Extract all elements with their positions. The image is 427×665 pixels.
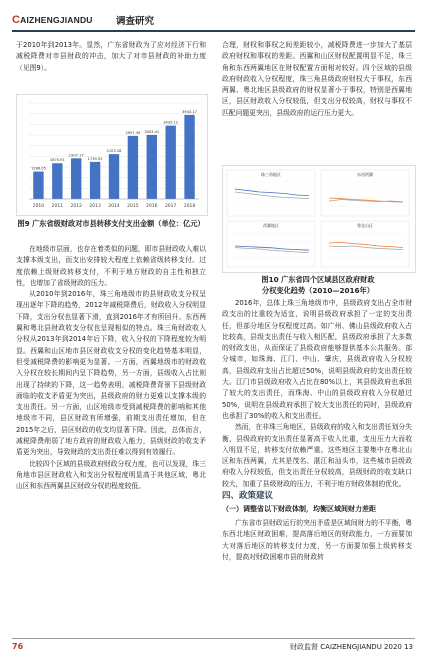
right-column-top [222,40,412,164]
bar [71,158,81,199]
subsection-heading: （一）调整省以下财政体制，均衡区域间财力差距 [222,505,376,513]
caption-line: 分权变化趋势（2010—2016年） [262,286,374,295]
line-charts [223,166,415,272]
data-label: 1286.05 [31,166,46,171]
section-heading: 四、政策建议 [222,491,274,501]
data-label: 1675.91 [49,158,65,163]
data-label: 3943.17 [182,109,197,114]
data-label: 2957.39 [125,130,141,135]
bar [109,154,119,199]
bar [147,135,157,199]
bar [90,162,100,199]
tick-label: 2011 [51,204,64,209]
paragraph: 然而，在非珠三角地区，县级政府的收入和支出责任划分失衡，县级政府的支出责任显著高于收入比重，支出压力大而收入明显不足，转移支付依赖严重。这些地区主要集中在粤北山区和东西两翼，尤其是茂名、湛江和汕头市，这些城市县级政府收入分权较低，但支出责任分权较高，县级财政的收支缺口较大，加重了县级财政的压力，不利于地方财政体制的优化。 [222,423,412,488]
data-label: 1739.92 [87,156,103,161]
panel-title: 粤北山区 [357,223,373,228]
column-name: 调查研究 [116,16,155,27]
tick-label: 2014 [108,204,120,209]
data-label: 3003.41 [144,129,160,134]
tick-label: 2017 [164,204,177,209]
page-number: 76 [12,642,24,651]
paragraph: 2016年，总体上珠三角地级市中，县级政府支出占全市财政支出的比重较为适宜，说明县级政府承担了一定的支出责任，但部分地区分权程度过高。如广州、佛山县级政府收入占比较高，县级支出责任与收入相匹配，县级政府承担了大多数的财政支出，从而保证了县级政府能够提供基本公共服务。部分城市，如珠海、江门、中山、肇庆，县级政府收入分权较高，县级政府支出占比超过50%，说明县级政府的支出责任较大。江门市县级政府收入占比在80%以上，其县级政府也承担了较大的支出责任，而珠海、中山的县级政府收入分权超过50%，说明在县级政府承担了较大支出责任的同时，县级政府也承担了30%的收入和支出责任。 [222,299,412,420]
bar [165,126,175,199]
paragraph: 在地级市层面，也存在着类似的问题，即市县财政收入难以支撑本级支出，而支出安排较大程度上依赖省级转移支付。过度依赖上级财政转移支付，不利于地方财政的自主性和独立性，也增加了省级财政的压力。 [16,245,206,287]
paragraph: 广东省市县财政运行的突出矛盾是区域间财力的不平衡，粤东西北地区财政困难，提高落后地区的财政能力，一方面要加大对落后地区的转移支付力度，另一方面要加强上级转移支付，提高对财政困难市县的财政转 [222,519,412,561]
tick-label: 2012 [70,204,82,209]
figure-9-chart [16,94,208,216]
header-rule [12,30,415,32]
tick-label: 2013 [89,204,101,209]
data-label: 1907.17 [68,153,84,158]
figure-10-charts [222,165,416,273]
footer-rule [12,638,415,639]
figure-10-caption [222,274,414,296]
panel-title: 西翼地区 [263,223,279,228]
journal-footer: 财政监督 CAIZHENGJIANDU 2020 13 [290,643,413,651]
caption-line: 图10 广东省四个区域县区政府财政 [261,275,375,284]
paragraph: 合理，财权和事权之间差距较小，减税降费进一步加大了基层政府财权和事权的差距。西翼和山区财权配置明显不足，珠三角和东西两翼地区在财权配置方面相对较好。四个区域的县级政府财政收入分权程度，珠三角县级政府财权大于事权，东西两翼、粤北地区县级政府的财权显著小于事权，特别是西翼地区，县区财政收入分权较低，但支出分权较高，财权与事权不匹配问题更突出，县级政府的运行压力更大。 [222,41,412,117]
left-column-body [16,244,206,636]
tick-label: 2015 [127,204,139,209]
paragraph: 比较四个区域的县级政府财政分权力度，也可以发现，珠三角地市县区财政收入和支出分权程度明显高于其他区域，粤北山区和东西两翼县区财政分权的程度较低。 [16,459,206,491]
tick-label: 2016 [146,204,158,209]
right-column-bottom [222,518,412,636]
panel-title: 东西两翼 [357,172,373,177]
panel-title: 珠三角地区 [261,172,281,177]
brand-initial: C [12,14,21,26]
figure-9-caption: 图9 广东省级财政对市县转移支付支出金额（单位：亿元） [17,219,205,228]
bar [128,136,138,199]
paragraph: 从2010年到2016年，珠三角地级市的县财政收支分权呈现出逐年下降的趋势，2012年减税降费后，财政收入分权明显下降，支出分权也显著下滑，直到2016年才有所回升。东西两翼和粤北县财政收支分权也呈现相似的特点。珠三角财政收入分权从2013年到2014年后下降，收入分权的下降程度较为明显。西翼和山区地市县区财政收支分权的变化趋势基本明显，但受减税降费的影响更为显著。一方面，西翼地级市的财政收入分权在较长期间内呈下降趋势，另一方面，县级收入占比则出现了持续的下降，这一趋势表明，减税降费背景下县级财政面临的收支矛盾更为突出，县级政府的财力更难以支撑本级的支出责任。另一方面，山区地级市受到减税降费的影响和其他地级市不同，县区财政有所增强，前期支出责任增加，但在2015年之后，县区财政的收支均显著下降。因此，总体而言，减税降费削弱了地方政府的财政收入能力，县级财政的收支矛盾更为突出，导致财政的支出责任难以得到有效履行。 [16,290,206,457]
right-column-body [222,298,412,488]
bar [184,115,194,199]
journal-brand [12,14,93,26]
bar-chart [17,95,207,215]
data-label: 2103.28 [106,149,122,154]
data-label: 3439.12 [163,120,179,125]
tick-label: 2018 [183,204,196,209]
brand-name: AIZHENGJIANDU [20,15,93,25]
paragraph: 于2010年到2013年。显然，广东省财政为了应对经济下行和减税降费对市县财政的冲击，加大了对市县财政的补助力度（见图9）。 [16,41,206,72]
tick-label: 2010 [32,204,45,209]
page-header [12,10,415,34]
bar [52,163,62,199]
left-column-top [16,40,206,94]
bar [33,172,43,199]
